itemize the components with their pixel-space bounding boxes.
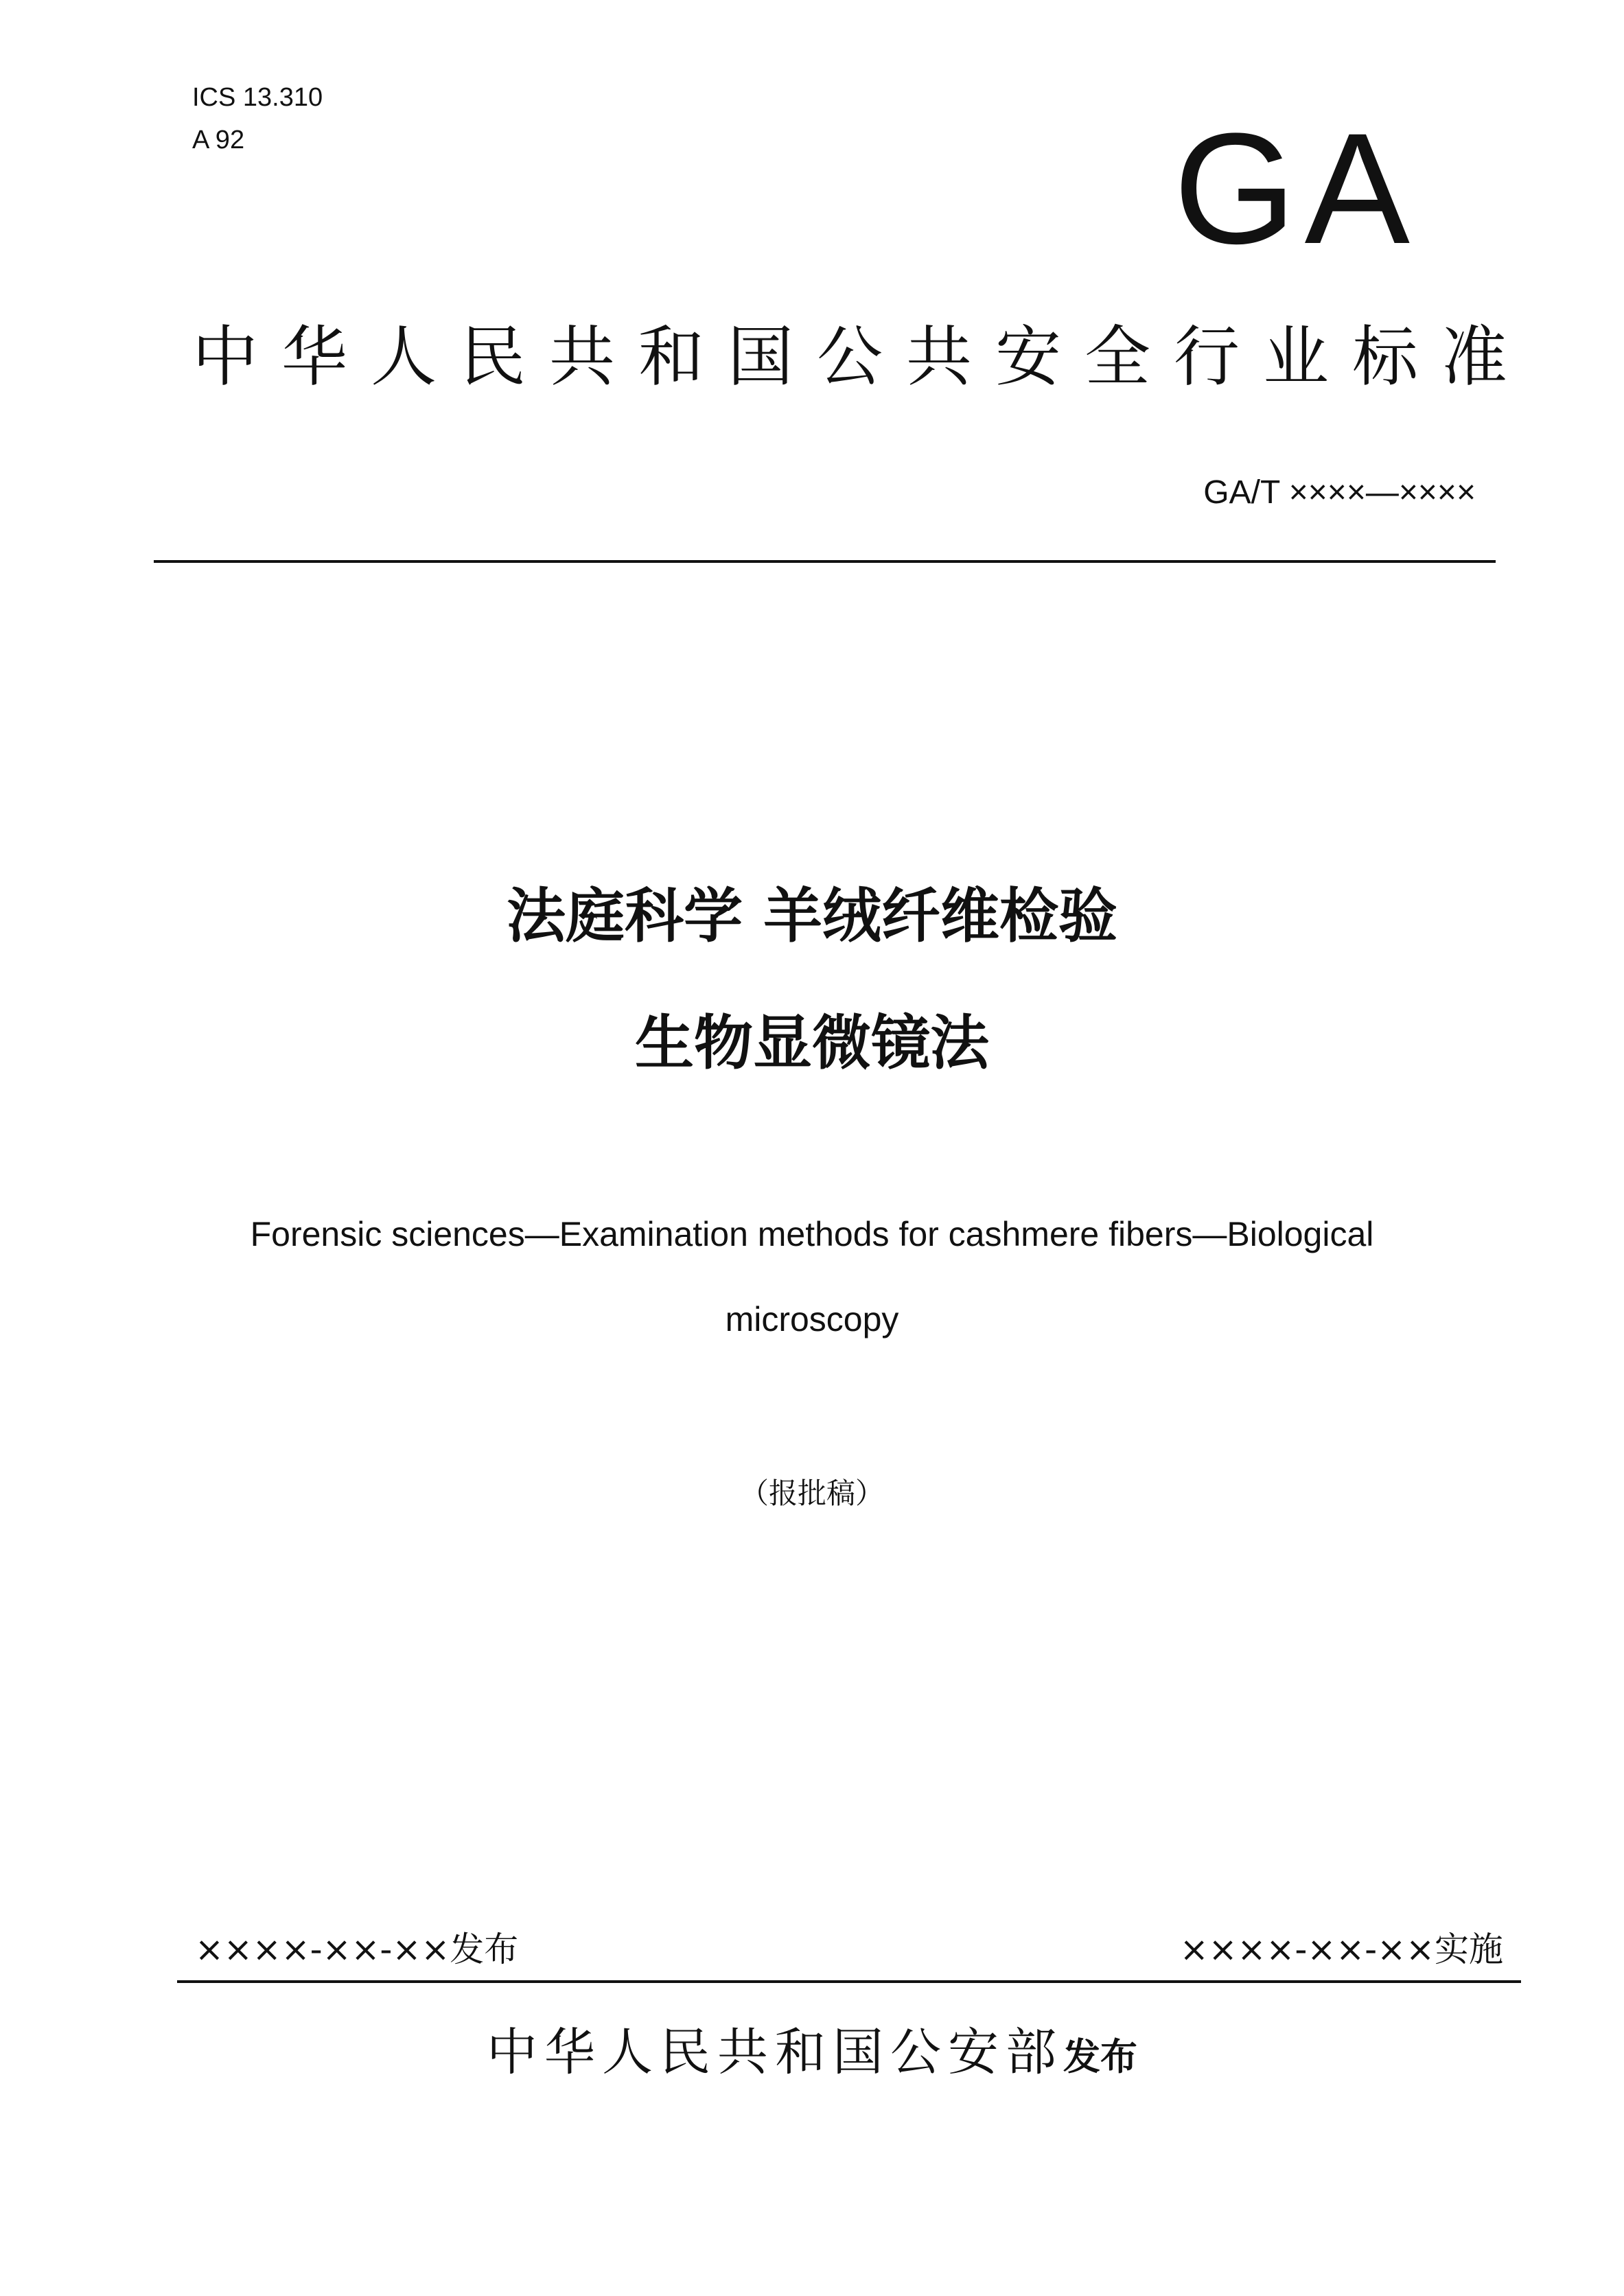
english-title-line-1: Forensic sciences—Examination methods for cashmere fibers—Biological — [250, 1215, 1374, 1253]
standard-type-heading: 中华人民共和国公共安全行业标准 — [192, 318, 1531, 395]
english-title-line-2: microscopy — [725, 1300, 899, 1338]
ics-code: ICS 13.310 — [192, 83, 323, 112]
standard-number: GA/T ××××—×××× — [1203, 474, 1476, 511]
draft-status: （报批稿） — [739, 1476, 884, 1510]
issue-date: ××××-××-××发布 — [195, 1929, 519, 1969]
ga-logo: GA — [1173, 100, 1418, 277]
publisher — [0, 2021, 1624, 2087]
footer-divider — [177, 1980, 1521, 1983]
document-title-line-1: 法庭科学 羊绒纤维检验 — [507, 882, 1117, 951]
document-title-line-2: 生物显微镜法 — [635, 1009, 989, 1078]
implementation-date: ××××-××-××实施 — [1179, 1929, 1503, 1969]
header-divider — [154, 560, 1496, 563]
classification-code: A 92 — [192, 126, 245, 154]
publisher-name: 中华人民共和国公安部 — [487, 2023, 1063, 2082]
publisher-suffix: 发布 — [1063, 2034, 1137, 2078]
